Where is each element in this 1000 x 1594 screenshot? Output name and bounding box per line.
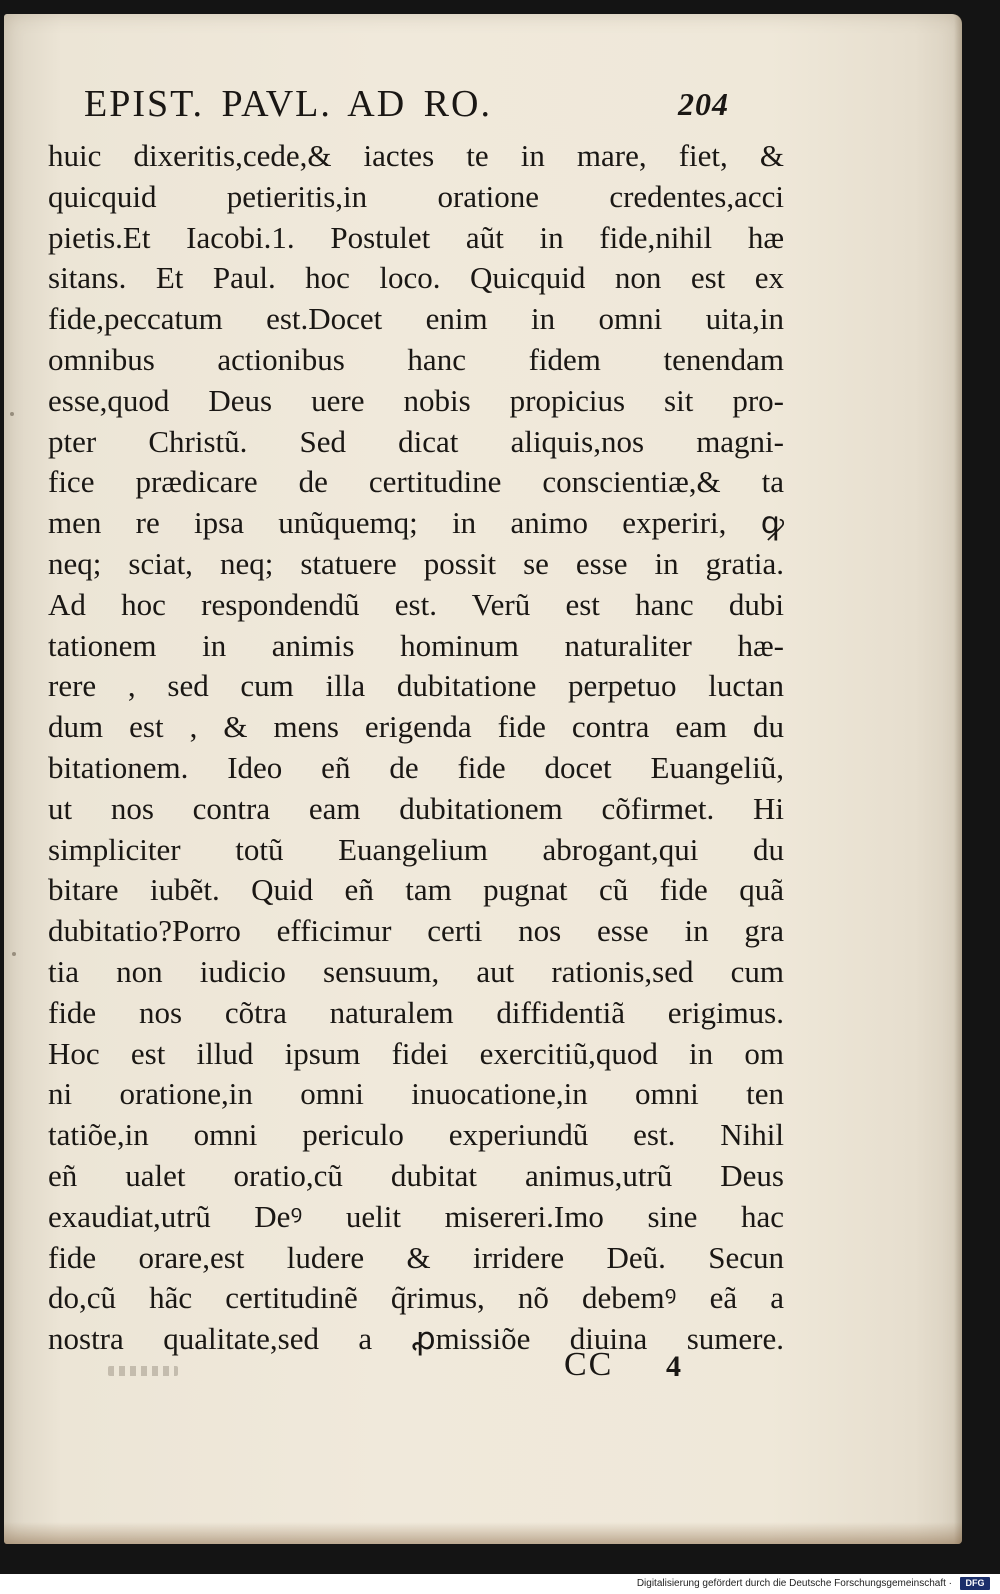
text-line: sitans. Et Paul. hoc loco. Quicquid non est ex <box>48 260 784 296</box>
text-line: do,cũ hãc certitudinẽ q̃rimus, nõ debemꝰ eã a <box>48 1280 784 1316</box>
text-line: fide orare,est ludere & irridere Deũ. Secun <box>48 1239 784 1275</box>
text-line: dubitatio?Porro efficimur certi nos esse in gra <box>48 913 784 949</box>
text-line: ut nos contra eam dubitationem cõfirmet. Hi <box>48 790 784 826</box>
dust-speck <box>12 952 16 956</box>
dfg-logo: DFG <box>960 1577 990 1590</box>
text-line: fice prædicare de certitudine conscientiæ,& ta <box>48 464 784 500</box>
text-line: tationem in animis hominum naturaliter hæ- <box>48 627 784 663</box>
signature-mark: CC <box>564 1346 614 1383</box>
page-edge-shadow <box>954 14 962 1544</box>
folio-number: 204 <box>678 86 729 122</box>
text-line: Ad hoc respondendũ est. Verũ est hanc dubi <box>48 586 784 622</box>
text-line: bitationem. Ideo eñ de fide docet Euangeliũ, <box>48 749 784 785</box>
text-line: eñ ualet oratio,cũ dubitat animus,utrũ Deus <box>48 1157 784 1193</box>
text-line: men re ipsa unũquemq; in animo experiri, ꝙ <box>48 505 784 541</box>
body-text <box>48 136 784 1360</box>
text-line: huic dixeritis,cede,& iactes te in mare, fiet, & <box>48 138 784 173</box>
credit-bar <box>0 1574 1000 1594</box>
text-line: exaudiat,utrũ Deꝰ uelit misereri.Imo sine hac <box>48 1198 784 1234</box>
running-head-title: EPIST. PAVL. AD RO. <box>84 83 492 125</box>
text-line: fide,peccatum est.Docet enim in omni uita,in <box>48 301 784 337</box>
text-line: esse,quod Deus uere nobis propicius sit pro- <box>48 382 784 418</box>
running-head <box>84 82 784 128</box>
faint-bleed-through-mark <box>108 1366 178 1376</box>
dust-speck <box>10 412 14 416</box>
text-line: ni oratione,in omni inuocatione,in omni ten <box>48 1076 784 1112</box>
text-line: pietis.Et Iacobi.1. Postulet aũt in fide,nihil hæ <box>48 219 784 255</box>
text-line: Hoc est illud ipsum fidei exercitiũ,quod in om <box>48 1035 784 1071</box>
text-line: bitare iubẽt. Quid eñ tam pugnat cũ fide quã <box>48 872 784 908</box>
text-line: neq; sciat, neq; statuere possit se esse in gratia. <box>48 545 784 581</box>
text-line: rere , sed cum illa dubitatione perpetuo luctan <box>48 668 784 704</box>
text-line: omnibus actionibus hanc fidem tenendam <box>48 341 784 377</box>
text-line: quicquid petieritis,in oratione credentes,acci <box>48 178 784 214</box>
signature-number: 4 <box>666 1350 681 1383</box>
book-page <box>4 14 962 1544</box>
page-footer <box>564 1346 724 1390</box>
text-line: fide nos cõtra naturalem diffidentiã erigimus. <box>48 994 784 1030</box>
text-line: dum est , & mens erigenda fide contra eam du <box>48 709 784 745</box>
credit-text: Digitalisierung gefördert durch die Deutsche Forschungsgemeinschaft · <box>636 1578 952 1589</box>
text-line: tatiõe,in omni periculo experiundũ est. Nihil <box>48 1117 784 1153</box>
page-bottom-stain <box>4 1522 962 1544</box>
text-line: pter Christũ. Sed dicat aliquis,nos magni- <box>48 423 784 459</box>
text-line: simpliciter totũ Euangelium abrogant,qui du <box>48 831 784 867</box>
text-line: tia non iudicio sensuum, aut rationis,sed cum <box>48 953 784 989</box>
text-line: nostra qualitate,sed a ꝓmissiõe diuina sumere. <box>48 1321 784 1357</box>
